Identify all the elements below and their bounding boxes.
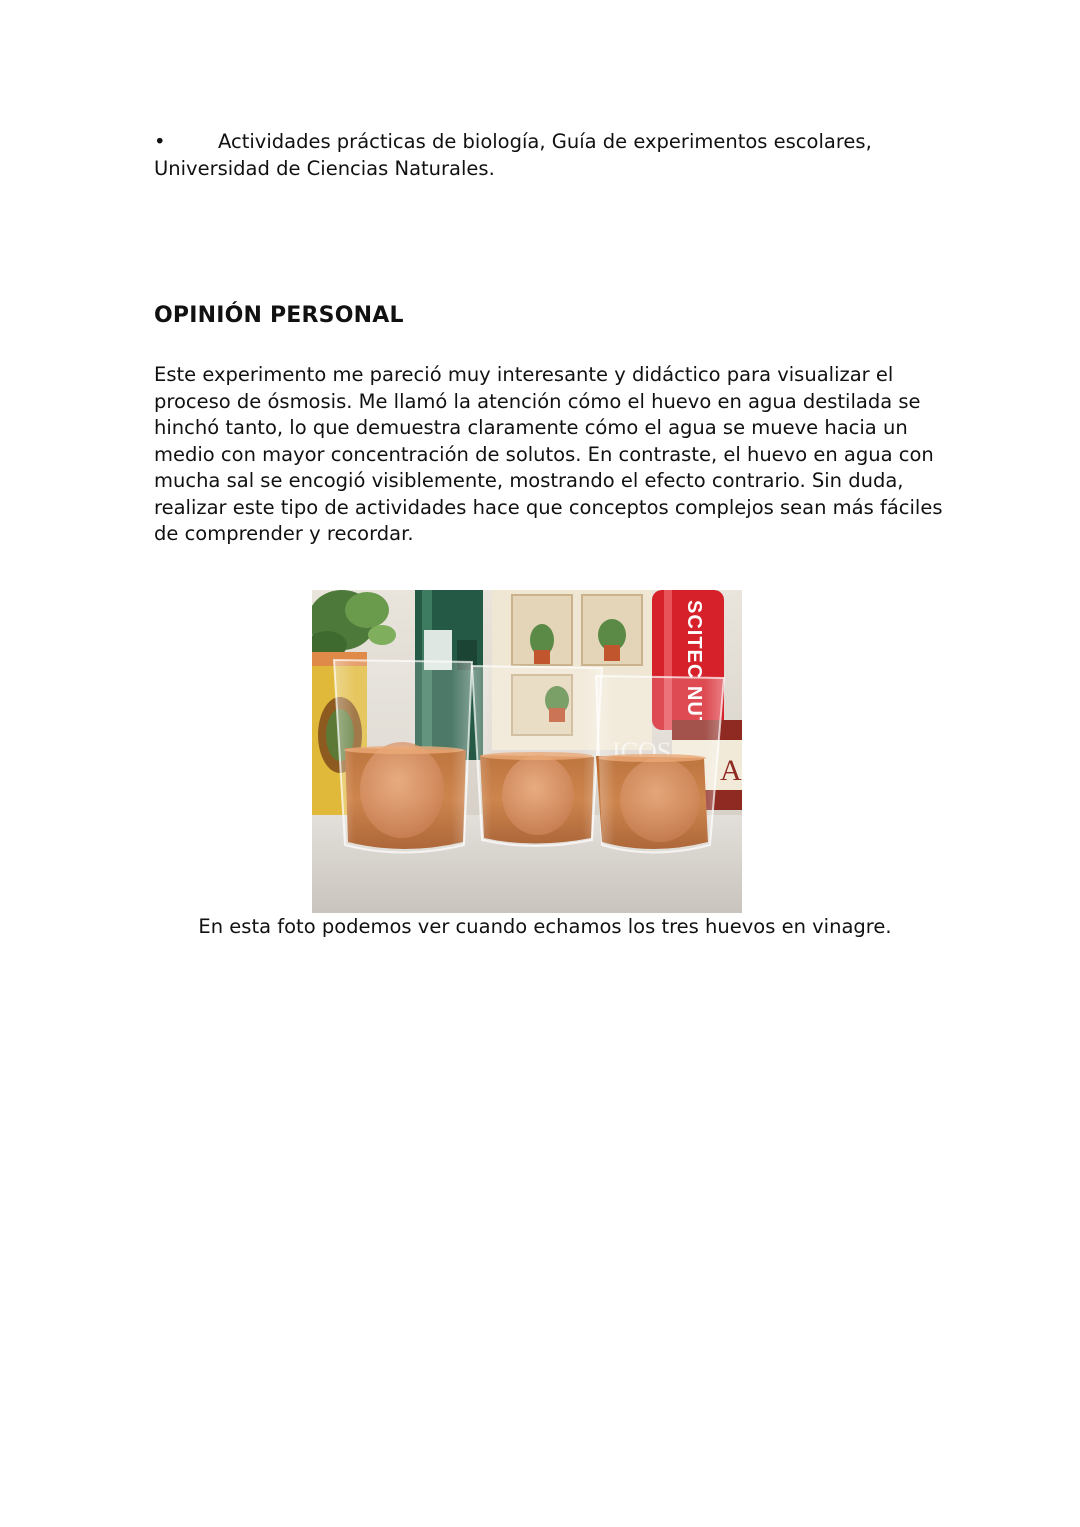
paragraph-line: hinchó tanto, lo que demuestra claramente cómo el agua se mueve hacia un: [154, 416, 908, 439]
bullet-icon: •: [154, 130, 166, 153]
paragraph-line: mucha sal se encogió visiblemente, mostrando el efecto contrario. Sin duda,: [154, 469, 904, 492]
photo-caption: En esta foto podemos ver cuando echamos los tres huevos en vinagre.: [198, 915, 892, 938]
glass-left: [334, 660, 472, 853]
paragraph-line: medio con mayor concentración de solutos. En contraste, el huevo en agua con: [154, 442, 934, 466]
opinion-paragraph: [154, 362, 943, 548]
paragraph-line: realizar este tipo de actividades hace que conceptos complejos sean más fáciles: [154, 495, 943, 519]
section-heading-opinion: OPINIÓN PERSONAL: [154, 303, 404, 328]
glass-right: [596, 676, 724, 853]
glass-middle: [472, 666, 602, 846]
experiment-photo: [312, 590, 742, 913]
paragraph-line: proceso de ósmosis. Me llamó la atención cómo el huevo en agua destilada se: [154, 389, 921, 413]
reference-line-1: [154, 128, 934, 155]
reference-line-2: [154, 155, 934, 182]
reference-text-line-1: Actividades prácticas de biología, Guía de experimentos escolares,: [218, 130, 872, 153]
reference-list-item: [154, 128, 934, 182]
paragraph-line: de comprender y recordar.: [154, 522, 414, 545]
reference-text-line-2: Universidad de Ciencias Naturales.: [154, 157, 495, 180]
tin-letter: A: [720, 754, 742, 787]
paragraph-line: Este experimento me pareció muy interesante y didáctico para visualizar el: [154, 363, 894, 386]
